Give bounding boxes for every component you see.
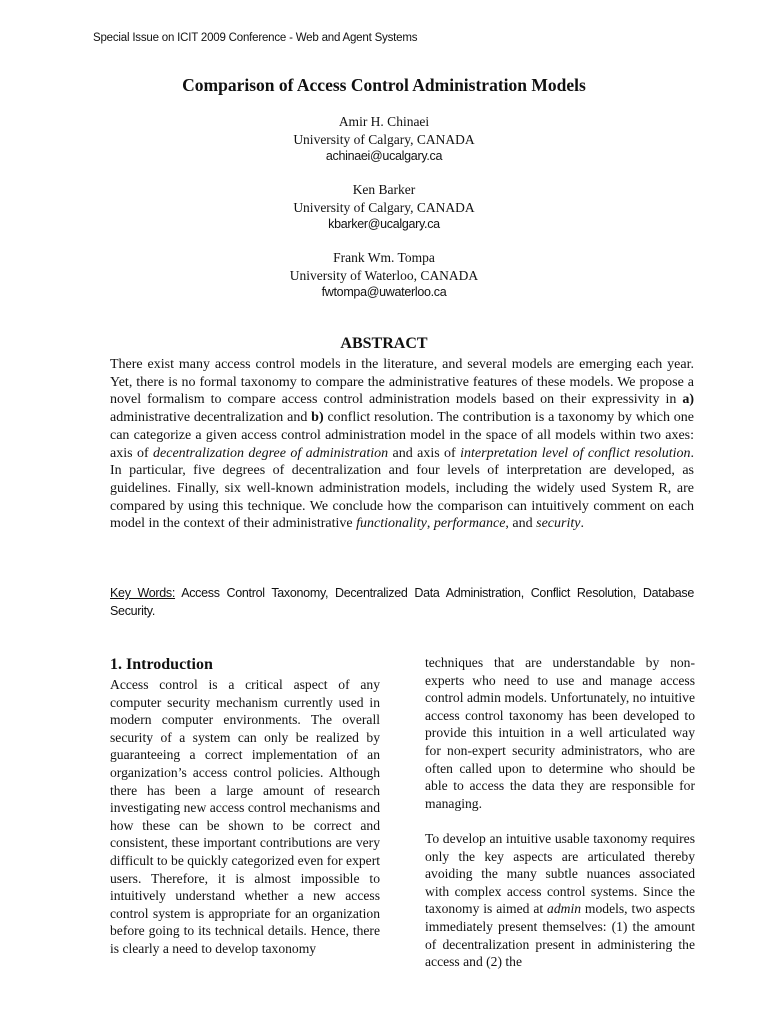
abstract-body	[110, 356, 694, 533]
author-block	[0, 181, 768, 234]
intro-paragraph: Access control is a critical aspect of any computer security mechanism currently used in modern computer environments. The overall security of a system can only be realized by guaranteeing a correct implementation of an organization’s access control policies. Although there has been a large amount of research investigating new access control mechanisms and how these can be shown to be correct and consistent, these important contributions are very difficult to be quickly categorized even for expert users. Therefore, it is almost impossible to intuitively understand whether a new access control system is appropriate for an organization before going to its technical details. Hence, there is clearly a need to develop taxonomy	[110, 677, 380, 956]
abstract-italic: interpretation level of conflict resolution	[460, 445, 691, 461]
intro-text: models, two aspects immediately present themselves: (1) the amount of decentralization present in administering the access and (2) the	[425, 901, 695, 970]
keywords	[110, 585, 694, 620]
keywords-text: Access Control Taxonomy, Decentralized Data Administration, Conflict Resolution, Database Security.	[110, 586, 695, 618]
abstract-italic: decentralization degree of administration	[153, 445, 389, 461]
abstract-text: , and	[505, 516, 537, 532]
abstract-heading: ABSTRACT	[340, 335, 428, 352]
author-name: Frank Wm. Tompa	[333, 250, 435, 265]
abstract-bold: b)	[311, 410, 324, 426]
intro-text: To develop an intuitive usable taxonomy requires only the key aspects are articulated thereby avoiding the many subtle nuances associated with complex access control systems. Since the taxonomy is aimed at	[425, 830, 695, 917]
author-email[interactable]: kbarker@ucalgary.ca	[328, 217, 440, 231]
abstract-text: conflict resolution. The contribution is a taxonomy by which one can categorize a given access control administration model in the space of all models within two axes: axis of	[110, 410, 695, 461]
author-affiliation: University of Waterloo, CANADA	[289, 267, 479, 283]
author-name: Ken Barker	[352, 182, 416, 197]
abstract-italic: performance	[433, 516, 506, 532]
abstract-text: . In particular, five degrees of decentralization and four levels of interpretation are developed, as guidelines. Finally, six well-known administration models, including the widely used System R, are compared by using this technique. We conclude how the comparison can intuitively comment on each model in the context of their administrative	[110, 445, 695, 532]
abstract-text: administrative decentralization and	[110, 410, 312, 426]
section-heading: 1. Introduction	[110, 656, 213, 673]
author-email[interactable]: fwtompa@uwaterloo.ca	[321, 285, 447, 299]
column-right	[425, 654, 695, 971]
abstract-text: ,	[426, 516, 434, 532]
abstract-bold: a)	[682, 392, 694, 408]
abstract-italic: functionality	[356, 516, 427, 532]
keywords-label: Key Words:	[110, 586, 176, 600]
abstract-paragraph	[110, 356, 694, 533]
intro-italic: admin	[547, 901, 582, 917]
column-left	[110, 654, 380, 958]
author-affiliation: University of Calgary, CANADA	[293, 131, 475, 147]
author-email[interactable]: achinaei@ucalgary.ca	[325, 149, 443, 163]
author-block	[0, 249, 768, 302]
intro-paragraph: techniques that are understandable by non-experts who need to use and manage access control admin models. Unfortunately, no intuitive access control taxonomy has been developed to provide this intuition in a well articulated way for non-expert security administrators, who are often called upon to determine who should be able to access the data they are responsible for managing.	[425, 655, 695, 811]
author-affiliation: University of Calgary, CANADA	[293, 199, 475, 215]
abstract-text: There exist many access control models in the literature, and several models are emerging each year. Yet, there is no formal taxonomy to compare the administrative features of these models. We propose a novel formalism to compare access control administration models based on their expressivity in	[110, 357, 694, 408]
intro-paragraph	[425, 830, 695, 971]
paper-title: Comparison of Access Control Administration Models	[182, 75, 586, 95]
abstract-italic: security	[536, 516, 581, 532]
abstract-text: and axis of	[388, 445, 461, 461]
abstract-text: .	[580, 516, 584, 532]
running-header: Special Issue on ICIT 2009 Conference - Web and Agent Systems	[93, 32, 418, 44]
author-block	[0, 113, 768, 166]
author-name: Amir H. Chinaei	[338, 114, 430, 129]
